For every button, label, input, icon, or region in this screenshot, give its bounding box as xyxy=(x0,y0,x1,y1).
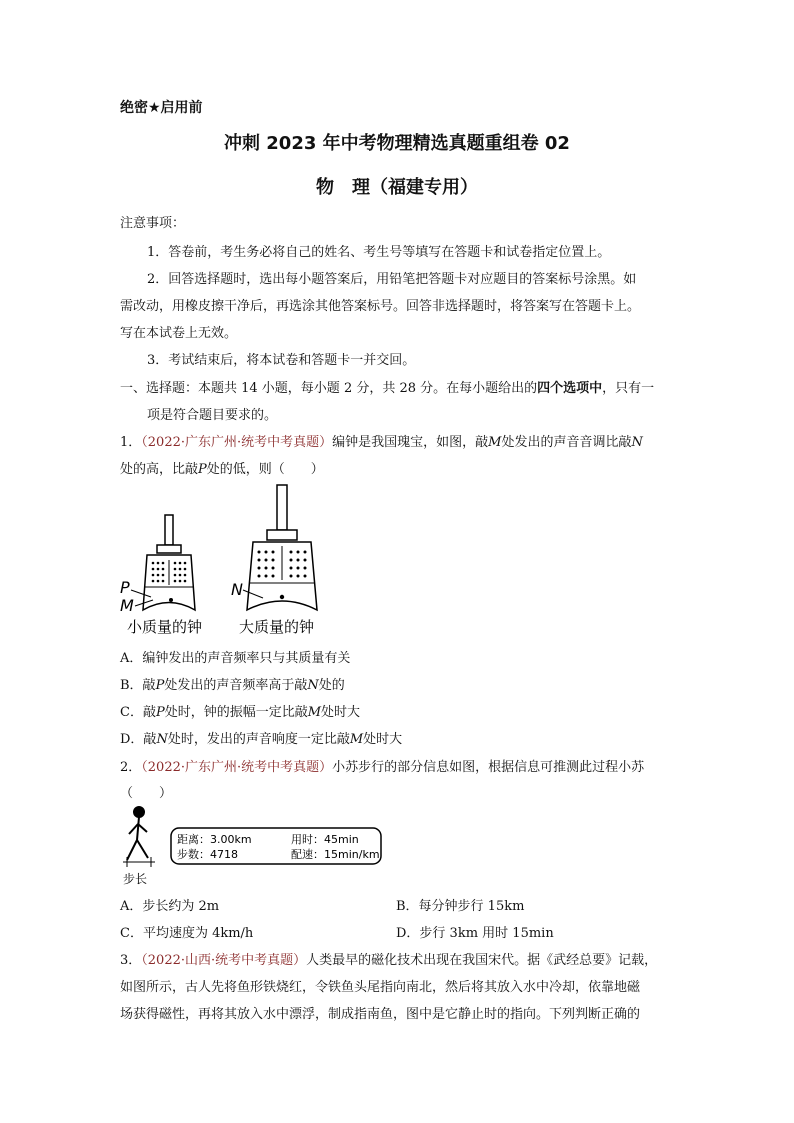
q1-c-b: 处时，钟的振幅一定比敲 xyxy=(164,705,308,720)
q1-b-a: B．敲 xyxy=(120,678,156,693)
q1-source: （2022·广东广州·统考中考真题） xyxy=(141,435,333,450)
q2-walking-figure xyxy=(115,802,390,890)
q1-c-p: P xyxy=(155,705,165,720)
q2-stem xyxy=(120,756,644,775)
stat-steps: 步数：4718 xyxy=(177,848,238,861)
q1-c-c: 处时大 xyxy=(321,705,361,720)
q1-var-m: M xyxy=(488,435,502,450)
q1-c-a: C．敲 xyxy=(120,705,156,720)
q2-option-d[interactable]: D．步行 3km 用时 15min xyxy=(396,926,554,941)
small-bell xyxy=(120,515,202,636)
q1-bell-figure xyxy=(115,480,330,640)
q2-option-c[interactable]: C．平均速度为 4km/h xyxy=(120,926,254,941)
q1-option-b[interactable] xyxy=(120,674,345,693)
q1-d-m: M xyxy=(349,732,364,747)
q2-option-b[interactable]: B．每分钟步行 15km xyxy=(396,899,525,914)
q1-d-n: N xyxy=(156,732,168,747)
q3-stem xyxy=(120,949,657,968)
q1-d-c: 处时大 xyxy=(363,732,403,747)
stat-distance: 距离：3.00km xyxy=(177,833,252,846)
q1-stem-b: 处发出的声音音调比敲 xyxy=(501,435,632,450)
note-3: 3．考试结束后，将本试卷和答题卡一并交回。 xyxy=(147,353,416,368)
exam-subtitle: 物 理（福建专用） xyxy=(316,177,478,198)
note-1: 1．答卷前，考生务必将自己的姓名、考生号等填写在答题卡和试卷指定位置上。 xyxy=(147,245,611,260)
q3-number: 3． xyxy=(120,953,142,968)
section-1-instructions xyxy=(120,377,654,396)
q1-stem-a: 编钟是我国瑰宝，如图，敲 xyxy=(332,435,489,450)
section-1-instructions-line-2: 项是符合题目要求的。 xyxy=(147,408,278,423)
section-1-emphasis: 四个选项中 xyxy=(537,381,603,396)
q1-line2-b: 处的低，则（ ） xyxy=(206,462,324,477)
q2-answer-paren: （ ） xyxy=(120,786,173,801)
small-bell-caption: 小质量的钟 xyxy=(127,618,203,636)
q1-option-a[interactable]: A．编钟发出的声音频率只与其质量有关 xyxy=(120,651,351,666)
stat-time: 用时：45min xyxy=(291,833,359,846)
section-1-tail: ，只有一 xyxy=(602,381,655,396)
q2-source: （2022·广东广州·统考中考真题） xyxy=(141,760,333,775)
q3-line-3: 场获得磁性，再将其放入水中漂浮，制成指南鱼，图中是它静止时的指向。下列判断正确的 xyxy=(120,1007,641,1022)
q2-stem-text: 小苏步行的部分信息如图，根据信息可推测此过程小苏 xyxy=(332,760,645,775)
label-p: P xyxy=(120,578,130,597)
large-bell xyxy=(231,485,317,636)
q1-d-b: 处时，发出的声音响度一定比敲 xyxy=(167,732,350,747)
step-length-caption: 步长 xyxy=(123,872,148,886)
large-bell-caption: 大质量的钟 xyxy=(239,618,315,636)
q1-var-n: N xyxy=(631,435,643,450)
section-1-text: 一、选择题：本题共 14 小题，每小题 2 分，共 28 分。在每小题给出的 xyxy=(120,381,538,396)
notes-heading: 注意事项： xyxy=(120,216,186,231)
stat-pace: 配速：15min/km xyxy=(291,848,380,861)
q3-line-2: 如图所示，古人先将鱼形铁烧红，令铁鱼头尾指向南北，然后将其放入水中冷却，依靠地磁 xyxy=(120,980,641,995)
walker-icon xyxy=(127,807,148,860)
label-n: N xyxy=(231,580,243,599)
q1-number: 1． xyxy=(120,435,142,450)
q1-b-b: 处发出的声音频率高于敲 xyxy=(164,678,308,693)
q3-source: （2022·山西·统考中考真题） xyxy=(141,953,307,968)
q1-var-p: P xyxy=(198,462,207,477)
q1-b-p: P xyxy=(155,678,165,693)
q2-option-a[interactable]: A．步长约为 2m xyxy=(120,899,220,914)
q1-option-c[interactable] xyxy=(120,701,360,720)
q1-c-m: M xyxy=(307,705,322,720)
q1-d-a: D．敲 xyxy=(120,732,157,747)
note-2-line-2: 需改动，用橡皮擦干净后，再选涂其他答案标号。回答非选择题时，将答案写在答题卡上。 xyxy=(120,299,641,314)
note-2-line-3: 写在本试卷上无效。 xyxy=(120,326,238,341)
exam-title: 冲刺 2023 年中考物理精选真题重组卷 02 xyxy=(224,133,570,154)
q1-line2-a: 处的高，比敲 xyxy=(120,462,199,477)
label-m: M xyxy=(120,596,134,615)
confidential-mark: 绝密★启用前 xyxy=(120,100,203,116)
q3-line-1: 人类最早的磁化技术出现在我国宋代。据《武经总要》记载， xyxy=(306,953,658,968)
q1-b-n: N xyxy=(307,678,319,693)
q2-number: 2． xyxy=(120,760,142,775)
q1-b-c: 处的 xyxy=(318,678,345,693)
q1-stem xyxy=(120,431,643,450)
q1-option-d[interactable] xyxy=(120,728,402,747)
note-2-line-1: 2．回答选择题时，选出每小题答案后，用铅笔把答题卡对应题目的答案标号涂黑。如 xyxy=(147,272,637,287)
q1-stem-line-2 xyxy=(120,458,324,477)
